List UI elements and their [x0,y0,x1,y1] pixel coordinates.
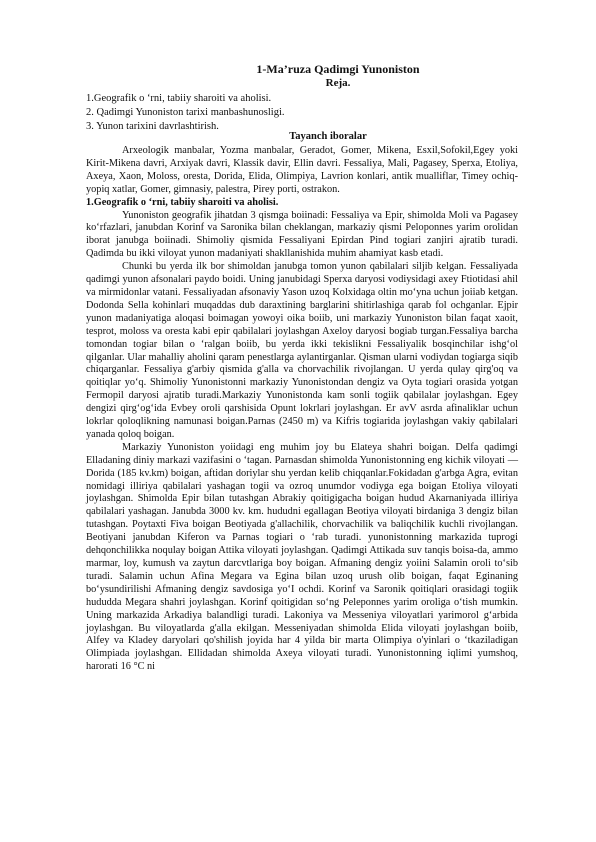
document-body [86,145,518,674]
plan-heading: Reja. [325,77,351,89]
section-heading: 1.Geografik o ‘rni, tabiiy sharoiti va aholisi. [86,196,279,208]
key-terms-paragraph: Arxeologik manbalar, Yozma manbalar, Geradot, Gomer, Mikena, Esxil,Sofokil,Egey yoki Kirit-Mikena davri, Arxiyak davri, Klassik davir, Ellin davri. Fessaliya, Mali, Pagasey, Sperxa, Etoliya, Axeya, Xaon, Moloss, oresta, Dorida, Elida, Olimpiya, Lavrion konlari, antik mualliflar, Timey ochiq-yopiq xatlar, Gomer, gimnasiy, palestra, Pirey porti, ostrakon. [86,145,518,195]
key-terms-heading: Tayanch iboralar [289,131,367,142]
body-paragraph: Chunki bu yerda ilk bor shimoldan janubga tomon yunon qabilalari siljib kelgan. Fessaliyada qadimgi yunon afsonalari paydo boidi. Uning janubidagi Sperxa daryosi vodiysidagi axey Ftiotidasi ahil va mirmidonlar vatani. Fessaliyadan afsonaviy Yason uzoq Kolxidaga oltin mo‘yna uchun joiiab ketgan. Dodonda Sella kohinlari muqaddas dub daraxtining barglarini shitirlashiga qarab fol ochganlar. Ejpir yunon madaniyatiga aloqasi boimagan yowoyi oika boiib, uni markaziy Yunoniston bilan faqat xaoit, tesprot, moloss va oresta kabi epir qabilalari joylashgan Axeloy daryosi bogiab turgan.Fessaliya barcha tomondan togiar bilan o ‘ralgan boiib, bu yerda ikki tekislikni Fessaliyalik bosqinchilar ishg‘ol qilganlar. Ular mahalliy aholini qaram penestlarga aylantirganlar. Qisman ularni vodiydan togiarga siqib chiqarganlar. Fessaliya g'arbiy qismida g'alla va chorvachilik rivojlangan. U yerda qulay qirg'oq va qoitiqlar yo‘q. Shimoliy Yunonistonni markaziy Yunonistondan dengiz va Oyta togiari orasida yotgan Fermopil daryosi ajratib turadi.Markaziy Yunonistonda kam sonli togiik qabilalar joylashgan. Egey dengizi qirg‘og‘ida Evbey oroli qarshisida Opunt lokrlari joylashgan. Er avV asrda afinaliklar uchun lokrlar qoloqlikning namunasi boigan.Parnas (2450 m) va Kifris togiarida joylashgan vakiy qabilalari yanada qoloq boigan. [86,261,518,440]
body-paragraph: Yunoniston geografik jihatdan 3 qismga boiinadi: Fessaliya va Epir, shimolda Moli va Pagasey ko‘rfazlari, janubdan Korinf va Saronika bilan cheklangan, markaziy qismi Peloponnes yarim orolidan iborat janubga boiinadi. Shimoliy qismida Fessaliyani Epirdan Pind togiari zanjiri ajratib turadi. Qadimda bu ikki viloyat yunon madaniyati shakllanishida muhim ahamiyat kasb etadi. [86,209,518,260]
plan-item: 2. Qadimgi Yunoniston tarixi manbashunosligi. [86,107,285,118]
body-paragraph: Markaziy Yunoniston yoiidagi eng muhim joy bu Elateya shahri boigan. Delfa qadimgi Elladaning diniy markazi vazifasini o ‘tagan. Parnasdan shimolda Yunonistonning eng kichik viloyati — Dorida (185 kv.km) boigan, aftidan doriylar shu yerdan kelib chiqqanlar.Fokidadan g'arbga Agra, evitan nomidagi illiriya qabilalari yashagan togii va ozroq unumdor vodiyga ega boigan Etoliya viloyati joylashgan. Shimolda Epir bilan tutashgan Abrakiy qoitigigacha boigan hudud Akarnaniyada illiriya qabilalari yashagan. Janubda 3000 kv. km. hududni egallagan Beotiya viloyati birdaniga 3 dengiz bilan tutashgan. Poytaxti Fiva boigan Beotiyada g'allachilik, chorvachilik va baliqchilik kuchli rivojlangan. Beotiyani janubdan Kiferon va Parnas togiari o ‘rab turadi. yunonistonning markazida tuprogi dehqonchilikka noqulay boigan Attika viloyati joylashgan. Qadimgi Attikada suv tanqis boisa-da, ammo marmar, loy, kumush va zaytun darcvtlariga boy boigan. Afmaning dengiz yoiini Salamin oroli to‘sib turadi. Salamin uchun Afina Megara va Egina bilan uzoq urush olib boigan, faqat Eginaning bo‘ysundirilishi Afmaning dengiz savdosiga yo‘I ochdi. Korinf va Saronik qoitiqlari orasidagi togiik hududda Megara shahri joylashgan. Korinf qoitigidan so‘ng Peleponnes yarim oroliga o‘tish mumkin. Uning markazida Arkadiya balandligi turadi. Lakoniya va Messeniya viloyatlari yarimorol g‘arbida joylashgan. Bu viloyatlarda g'alla ekilgan. Messeniyadan shimolda Elida viloyati joylashgan boiib, Alfey va Kladey daryolari qo'shilish joyida har 4 yilda bir marta Olimpiya o'yinlari o ‘tkaziladigan Olimpiada joylashgan. Ellidadan shimolda Axeya viloyati turadi. Yunonistonning iqlimi yumshoq, harorati 16 °C ni [86,441,518,673]
plan-item: 3. Yunon tarixini davrlashtirish. [86,121,219,132]
plan-list [86,92,285,134]
plan-item: 1.Geografik o ‘rni, tabiiy sharoiti va aholisi. [86,93,272,104]
lecture-title: 1-Ma’ruza Qadimgi Yunoniston [256,62,420,76]
